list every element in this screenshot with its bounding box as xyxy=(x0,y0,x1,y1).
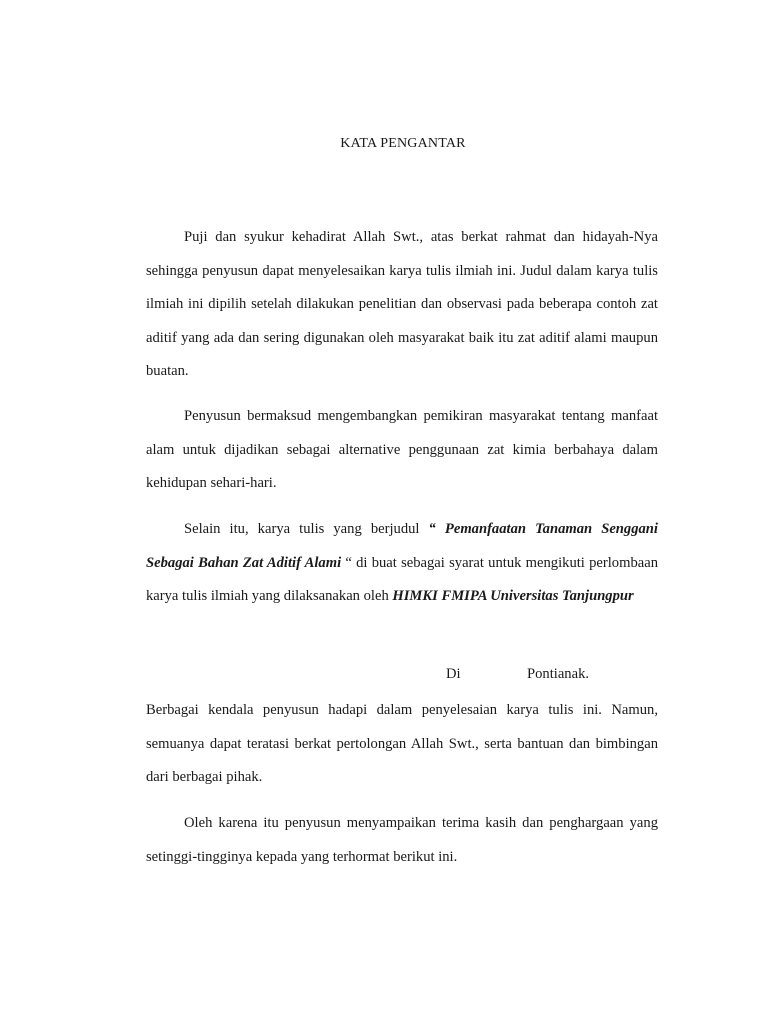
paragraph-title-info xyxy=(146,513,658,614)
work-title: “ Pemanfaatan Tanaman Senggani Sebagai Bahan Zat Aditif Alami xyxy=(146,521,658,571)
place-prefix: Di xyxy=(446,666,461,682)
paragraph-obstacles: Berbagai kendala penyusun hadapi dalam penyelesaian karya tulis ini. Namun, semuanya dapat teratasi berkat pertolongan Allah Swt., serta bantuan dan bimbingan dari berbagai pihak. xyxy=(146,702,658,786)
organizer-name: HIMKI FMIPA Universitas Tanjungpur xyxy=(392,588,634,605)
page-title: KATA PENGANTAR xyxy=(340,136,466,151)
paragraph-purpose: Penyusun bermaksud mengembangkan pemikiran masyarakat tentang manfaat alam untuk dijadikan sebagai alternative penggunaan zat kimia berbahaya dalam kehidupan sehari-hari. xyxy=(146,408,658,492)
place-city: Pontianak. xyxy=(527,666,590,682)
paragraph-title-intro: Selain itu, karya tulis yang berjudul xyxy=(184,521,429,537)
paragraph-gratitude: Puji dan syukur kehadirat Allah Swt., atas berkat rahmat dan hidayah-Nya sehingga penyusun dapat menyelesaikan karya tulis ilmiah ini. Judul dalam karya tulis ilmiah ini dipilih setelah dilakukan penelitian dan observasi pada beberapa contoh zat aditif yang ada dan sering digunakan oleh masyarakat baik itu zat aditif alami maupun buatan. xyxy=(146,229,658,380)
paragraph-thanks: Oleh karena itu penyusun menyampaikan terima kasih dan penghargaan yang setinggi-tingginya kepada yang terhormat berikut ini. xyxy=(146,815,658,865)
paragraph-title-middle: “ di buat sebagai syarat untuk mengikuti perlombaan karya tulis ilmiah yang dilaksanakan oleh xyxy=(146,554,658,605)
